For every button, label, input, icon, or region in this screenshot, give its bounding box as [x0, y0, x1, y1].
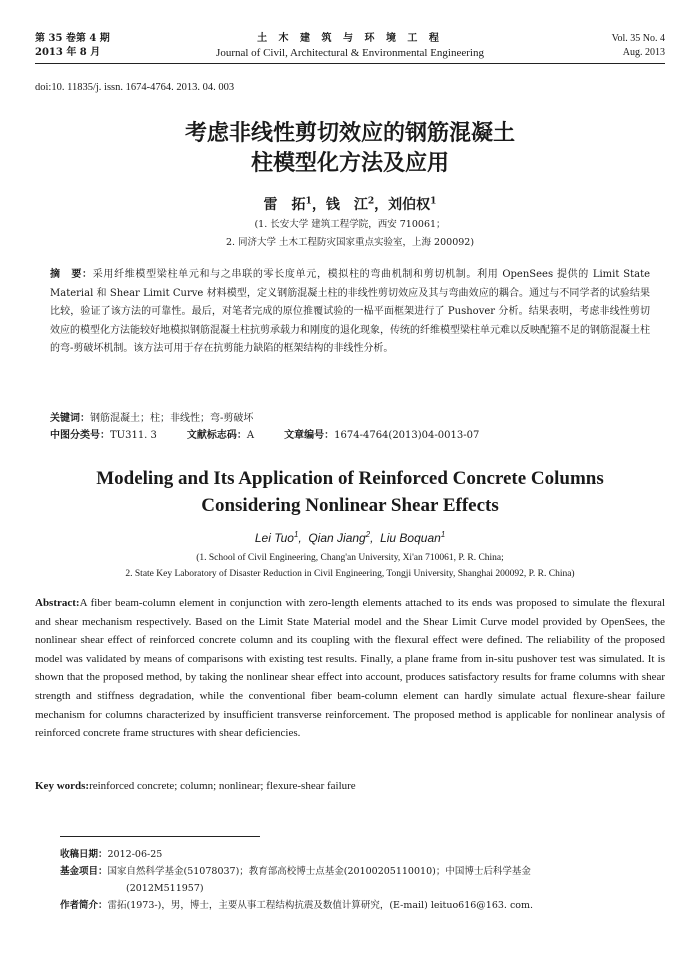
title-cn-line2: 柱模型化方法及应用 [250, 150, 449, 176]
keywords-en [35, 780, 665, 792]
received-date [60, 846, 655, 863]
abstract-en [35, 594, 665, 743]
keywords-cn [50, 410, 650, 427]
title-en-line2: Considering Nonlinear Shear Effects [201, 495, 499, 516]
title-en-line1: Modeling and Its Application of Reinforced Concrete Columns [96, 468, 604, 489]
title-cn-line1: 考虑非线性剪切效应的钢筋混凝土 [184, 120, 515, 146]
metadata-cn [50, 410, 650, 444]
header-center [35, 32, 665, 60]
header-rule [35, 63, 665, 64]
volume-en: Vol. 35 No. 4 [611, 33, 665, 44]
clc-value: TU311. 3 [110, 430, 157, 441]
affiliation-cn-1: (1. 长安大学 建筑工程学院，西安 710061； [254, 219, 446, 230]
author-en-3: Liu Boquan [380, 531, 441, 545]
fund-line1: 国家自然科学基金(51078037)；教育部高校博士点基金(20100205110010)；中国博士后科学基金 [107, 866, 531, 877]
author-cn-1-sup: 1 [305, 195, 312, 207]
keywords-cn-text: 钢筋混凝土；柱；非线性；弯-剪破坏 [90, 413, 254, 424]
footnotes [60, 846, 655, 914]
affiliation-en-1: (1. School of Civil Engineering, Chang'an University, Xi'an 710061, P. R. China; [196, 553, 504, 563]
authors-en: Lei Tuo$^1$, Qian Jiang$^2$, Liu Boquan$^1$ [254, 530, 446, 545]
authors-cn [35, 194, 665, 214]
running-header [35, 32, 665, 60]
author-en-3-sup: 1 [440, 530, 446, 539]
affiliations-en [35, 550, 665, 582]
author-en-1: Lei Tuo [254, 531, 294, 545]
abstract-en-label: Abstract: [35, 597, 80, 609]
fund [60, 863, 655, 897]
doi: doi:10. 11835/j. issn. 1674-4764. 2013. 04. 003 [35, 82, 235, 93]
author-cn-2-sup: 2 [367, 195, 375, 207]
abstract-cn [50, 266, 650, 359]
article-no-label: 文章编号： [284, 430, 335, 441]
abstract-cn-label: 摘 要： [50, 269, 93, 280]
volume-cn: 第 35 卷第 4 期 [35, 33, 110, 44]
author-bio-label: 作者简介： [60, 900, 108, 911]
doc-code-value: A [246, 430, 255, 441]
article-no-value: 1674-4764(2013)04-0013-07 [334, 430, 480, 441]
affiliation-cn-2: 2. 同济大学 土木工程防灾国家重点实验室，上海 200092) [225, 237, 475, 248]
author-en-1-sup: 1 [293, 530, 299, 539]
doc-code-label: 文献标志码： [186, 430, 247, 441]
affiliations-cn [35, 216, 665, 252]
header-right [612, 32, 665, 60]
keywords-en-text: reinforced concrete; column; nonlinear; flexure-shear failure [89, 780, 356, 792]
abstract-cn-text: 采用纤维模型梁柱单元和与之串联的零长度单元，模拟柱的弯曲机制和剪切机制。利用 OpenSees 提供的 Limit State Material 和 Shear Limit Curve 材料模型，定义钢筋混凝土柱的非线性剪切效应及其与弯曲效应的耦合。通过与不同学者的试验结果比较，验证了该方法的可靠性。最后，对笔者完成的原位推覆试验的一榀平面框架进行了 Pushover 分析。结果表明，考虑非线性剪切效应的模型化方法能较好地模拟钢筋混凝土柱抗剪承载力和刚度的退化现象，传统的纤维模型梁柱单元难以反映配箍不足的钢筋混凝土柱的弯-剪破坏机制。该方法可用于存在抗剪能力缺陷的框架结构的非线性分析。 [50, 269, 651, 355]
fund-label: 基金项目： [60, 866, 108, 877]
fund-line2: (2012M511957) [126, 883, 204, 894]
author-bio [60, 897, 655, 914]
author-cn-3-sup: 1 [430, 195, 437, 207]
date-en: Aug. 2013 [622, 47, 665, 58]
keywords-cn-label: 关键词： [50, 413, 90, 424]
author-en-2-sup: 2 [365, 530, 371, 539]
clc-label: 中图分类号： [50, 430, 110, 441]
received-label: 收稿日期： [60, 849, 108, 860]
author-cn-1: 雷 拓 [263, 197, 306, 213]
journal-name-en: Journal of Civil, Architectural & Environmental Engineering [216, 47, 484, 59]
footnote-rule [60, 836, 260, 837]
title-cn [35, 118, 665, 178]
date-cn: 2013 年 8 月 [35, 47, 101, 58]
received-value: 2012-06-25 [107, 849, 163, 860]
keywords-en-label: Key words: [35, 780, 90, 792]
affiliation-en-2: 2. State Key Laboratory of Disaster Reduction in Civil Engineering, Tongji University, Shanghai 200092, P. R. China) [125, 569, 575, 579]
journal-name-cn: 土 木 建 筑 与 环 境 工 程 [257, 33, 443, 44]
title-en [35, 465, 665, 519]
author-en-2: Qian Jiang [308, 531, 366, 545]
abstract-en-text: A fiber beam-column element in conjunction with zero-length elements attached to its ends was proposed to simulate the flexural and shear mechanism respectively. Based on the Limit State Material model and the Shear Limit Curve model provided by OpenSees, the nonlinear shear effect of reinforced concrete column and its coupling with the flexural effect were defined. The reliability of the proposed model was validated by means of comparisons with existing test results. Finally, a plane frame from in-situ pushover test was simulated. It is shown that the proposed method, by taking the nonlinear shear effect into account, produces satisfactory results for frame columns with shear strength and stiffness degradation, while the conventional fiber beam-column element can hardly simulate actual flexure-shear failure mechanism for columns characterized by insufficient transverse reinforcement. The proposed method is applicable for nonlinear analysis of reinforced concrete frame structures with shear deficiencies. [35, 597, 665, 740]
classification-row [50, 427, 650, 444]
author-bio-text: 雷拓(1973-)，男，博士，主要从事工程结构抗震及数值计算研究，(E-mail) leituo616@163. com. [107, 900, 534, 911]
author-cn-3: ，刘伯权 [374, 197, 431, 213]
author-cn-2: ，钱 江 [311, 197, 368, 213]
